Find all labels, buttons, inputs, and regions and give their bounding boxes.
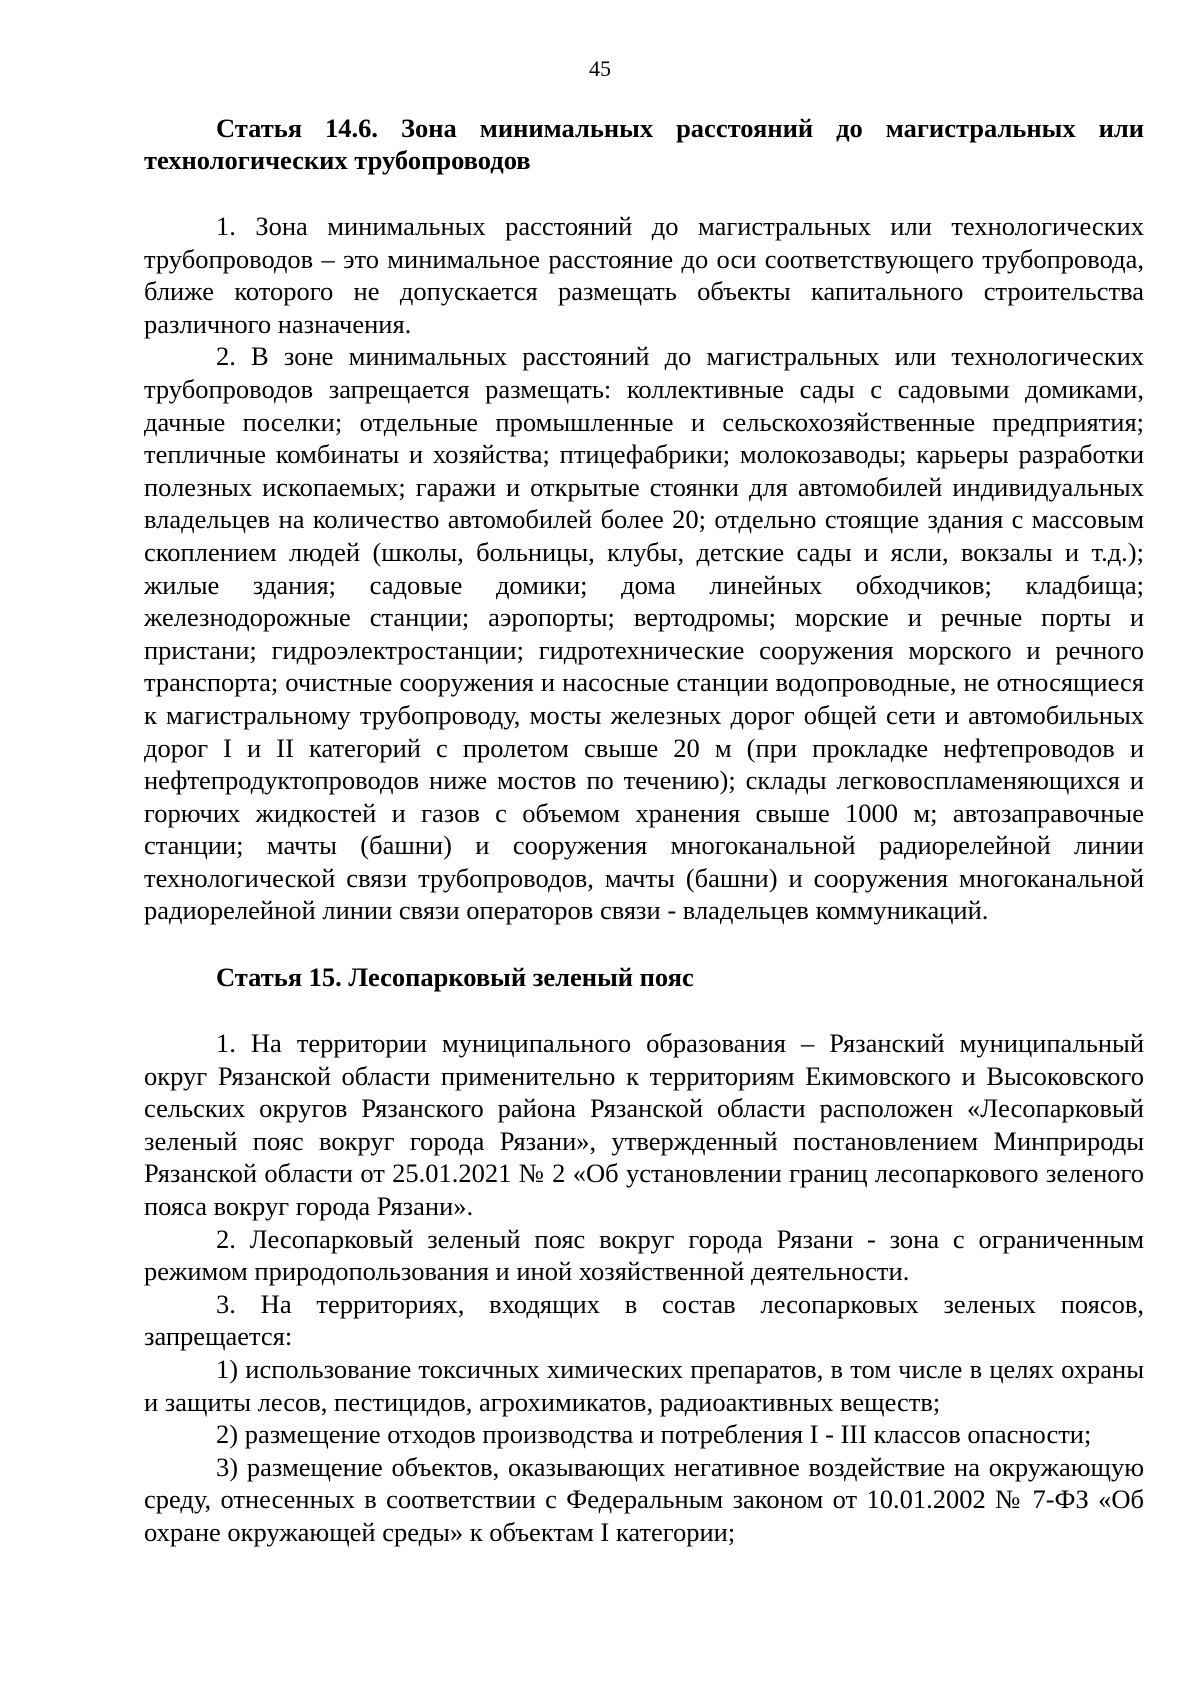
article-15-list-item-1: 1) использование токсичных химических препаратов, в том числе в целях охраны и защиты лесов, пестицидов, агрохимикатов, радиоактивных веществ; bbox=[144, 1354, 1144, 1417]
article-15-list-item-2: 2) размещение отходов производства и потребления I - III классов опасности; bbox=[216, 1419, 1092, 1450]
article-15-list-item-3: 3) размещение объектов, оказывающих негативное воздействие на окружающую среду, отнесенных в соответствии с Федеральным законом от 10.01.2002 № 7-ФЗ «Об охране окружающей среды» к объектам I категории; bbox=[144, 1451, 1144, 1547]
article-15-heading: Статья 15. Лесопарковый зеленый пояс bbox=[216, 962, 694, 993]
page-number: 45 bbox=[589, 56, 611, 81]
page-content bbox=[144, 112, 1144, 1549]
article-14-6-paragraph-2: 2. В зоне минимальных расстояний до магистральных или технологических трубопроводов запрещается размещать: коллективные сады с садовыми домиками, дачные поселки; отдельные промышленные и сельскохозяйственные предприятия; тепличные комбинаты и хозяйства; птицефабрики; молокозаводы; карьеры разработки полезных ископаемых; гаражи и открытые стоянки для автомобилей индивидуальных владельцев на количество автомобилей более 20; отдельно стоящие здания с массовым скоплением людей (школы, больницы, клубы, детские сады и ясли, вокзалы и т.д.); жилые здания; садовые домики; дома линейных обходчиков; кладбища; железнодорожные станции; аэропорты; вертодромы; морские и речные порты и пристани; гидроэлектростанции; гидротехнические сооружения морского и речного транспорта; очистные сооружения и насосные станции водопроводные, не относящиеся к магистральному трубопроводу, мосты железных дорог общей сети и автомобильных дорог I и II категорий с пролетом свыше 20 м (при прокладке нефтепроводов и нефтепродуктопроводов ниже мостов по течению); склады легковоспламеняющихся и горючих жидкостей и газов с объемом хранения свыше 1000 м; автозаправочные станции; мачты (башни) и сооружения многоканальной радиорелейной линии технологической связи трубопроводов, мачты (башни) и сооружения многоканальной радиорелейной линии связи операторов связи - владельцев коммуникаций. bbox=[144, 341, 1144, 926]
article-15-paragraph-1: 1. На территории муниципального образования – Рязанский муниципальный округ Рязанской области применительно к территориям Екимовского и Высоковского сельских округов Рязанского района Рязанской области расположен «Лесопарковый зеленый пояс вокруг города Рязани», утвержденный постановлением Минприроды Рязанской области от 25.01.2021 № 2 «Об установлении границ лесопаркового зеленого пояса вокруг города Рязани». bbox=[144, 1028, 1144, 1222]
article-14-6-paragraph-1: 1. Зона минимальных расстояний до магистральных или технологических трубопроводов – это минимальное расстояние до оси соответствующего трубопровода, ближе которого не допускается размещать объекты капитального строительства различного назначения. bbox=[144, 211, 1144, 339]
article-14-6-heading: Статья 14.6. Зона минимальных расстояний до магистральных или технологических трубопроводов bbox=[144, 113, 1144, 175]
article-15-paragraph-3: 3. На территориях, входящих в состав лесопарковых зеленых поясов, запрещается: bbox=[144, 1288, 1144, 1352]
article-15-paragraph-2: 2. Лесопарковый зеленый пояс вокруг города Рязани - зона с ограниченным режимом природопользования и иной хозяйственной деятельности. bbox=[144, 1223, 1144, 1287]
